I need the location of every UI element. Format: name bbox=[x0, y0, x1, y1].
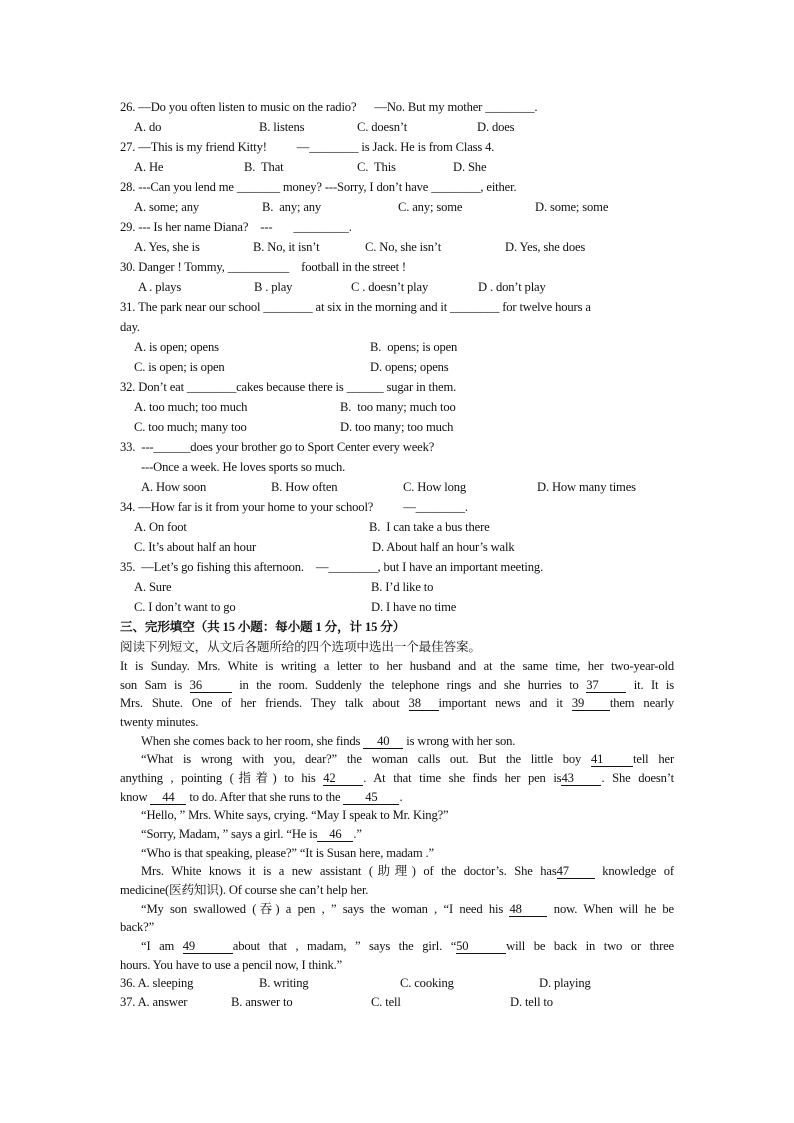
q35-stem: 35. —Let’s go fishing this afternoon. —________, but I have an important meeting. bbox=[120, 560, 544, 574]
q26-opt-b: B. listens bbox=[259, 120, 305, 134]
q30-opt-b: B . play bbox=[254, 280, 293, 294]
q32-stem: 32. Don’t eat ________cakes because there is ______ sugar in them. bbox=[120, 380, 457, 394]
q33-stem: 33. ---______does your brother go to Sport Center every week? bbox=[120, 440, 435, 454]
q35-opt-a: A. Sure bbox=[134, 580, 172, 594]
q34-opt-d: D. About half an hour’s walk bbox=[372, 540, 515, 554]
q37-opt-c: C. tell bbox=[371, 995, 401, 1009]
q30-opt-c: C . doesn’t play bbox=[351, 280, 429, 294]
passage-line-10: “Sorry, Madam, ” says a girl. “He is 46 .” bbox=[141, 827, 362, 841]
q35-opt-d: D. I have no time bbox=[371, 600, 457, 614]
passage-line-4: twenty minutes. bbox=[120, 715, 199, 729]
q34-opt-a: A. On foot bbox=[134, 520, 187, 534]
q36-opt-b: B. writing bbox=[259, 976, 309, 990]
passage-line-13: medicine(医药知识). Of course she can’t help her. bbox=[120, 883, 369, 897]
q33-opt-b: B. How often bbox=[271, 480, 338, 494]
q33-opt-d: D. How many times bbox=[537, 480, 636, 494]
q30-opt-d: D . don’t play bbox=[478, 280, 546, 294]
passage-line-16: “I am 49 about that , madam, ” says the girl. “50 will be back in two or three bbox=[141, 939, 674, 953]
q28-opt-a: A. some; any bbox=[134, 200, 200, 214]
q36-opt-c: C. cooking bbox=[400, 976, 454, 990]
q30-stem: 30. Danger ! Tommy, __________ football in the street ! bbox=[120, 260, 406, 274]
q27-opt-d: D. She bbox=[453, 160, 487, 174]
q31-stem: 31. The park near our school ________ at six in the morning and it ________ for twelve hours a bbox=[120, 300, 591, 314]
q34-stem: 34. —How far is it from your home to your school? —________. bbox=[120, 500, 468, 514]
q26-opt-c: C. doesn’t bbox=[357, 120, 408, 134]
q27-stem: 27. —This is my friend Kitty! —________ is Jack. He is from Class 4. bbox=[120, 140, 495, 154]
q32-opt-b: B. too many; much too bbox=[340, 400, 456, 414]
section-heading: 三、完形填空（共 15 小题：每小题 1 分，计 15 分） bbox=[120, 620, 406, 634]
q36-opt-d: D. playing bbox=[539, 976, 591, 990]
q30-opt-a: A . plays bbox=[138, 280, 182, 294]
passage-line-17: hours. You have to use a pencil now, I think.” bbox=[120, 958, 343, 972]
q29-opt-d: D. Yes, she does bbox=[505, 240, 586, 254]
q29-opt-c: C. No, she isn’t bbox=[365, 240, 442, 254]
passage-line-1: It is Sunday. Mrs. White is writing a letter to her husband and at the same time, her two-year-old bbox=[120, 659, 674, 673]
q31-opt-c: C. is open; is open bbox=[134, 360, 225, 374]
q31-opt-b: B. opens; is open bbox=[370, 340, 458, 354]
passage-line-11: “Who is that speaking, please?” “It is Susan here, madam .” bbox=[141, 846, 434, 860]
q27-opt-a: A. He bbox=[134, 160, 164, 174]
passage-line-12: Mrs. White knows it is a new assistant (助理) of the doctor’s. She has47 knowledge of bbox=[141, 864, 674, 878]
q26-opt-d: D. does bbox=[477, 120, 515, 134]
q36-label-a: 36. A. sleeping bbox=[120, 976, 194, 990]
q26-opt-a: A. do bbox=[134, 120, 162, 134]
q34-opt-c: C. It’s about half an hour bbox=[134, 540, 257, 554]
q27-opt-b: B. That bbox=[244, 160, 284, 174]
q35-opt-b: B. I’d like to bbox=[371, 580, 434, 594]
q29-opt-b: B. No, it isn’t bbox=[253, 240, 320, 254]
q33-reply: ---Once a week. He loves sports so much. bbox=[141, 460, 346, 474]
passage-line-8: know 44 to do. After that she runs to the 45 . bbox=[120, 790, 403, 804]
passage-line-5: When she comes back to her room, she finds 40 is wrong with her son. bbox=[141, 734, 516, 748]
q37-label-a: 37. A. answer bbox=[120, 995, 188, 1009]
q33-opt-c: C. How long bbox=[403, 480, 467, 494]
q28-opt-c: C. any; some bbox=[398, 200, 463, 214]
q28-opt-d: D. some; some bbox=[535, 200, 609, 214]
q28-opt-b: B. any; any bbox=[262, 200, 322, 214]
q32-opt-a: A. too much; too much bbox=[134, 400, 248, 414]
q34-opt-b: B. I can take a bus there bbox=[369, 520, 490, 534]
q26-stem: 26. —Do you often listen to music on the radio? —No. But my mother ________. bbox=[120, 100, 538, 114]
passage-line-2: son Sam is 36 in the room. Suddenly the telephone rings and she hurries to 37 it. It is bbox=[120, 678, 674, 692]
q29-stem: 29. --- Is her name Diana? --- _________. bbox=[120, 220, 352, 234]
q37-opt-d: D. tell to bbox=[510, 995, 553, 1009]
q32-opt-c: C. too much; many too bbox=[134, 420, 247, 434]
passage-line-3: Mrs. Shute. One of her friends. They talk about 38 important news and it 39 them nearly bbox=[120, 696, 674, 710]
section-instruction: 阅读下列短文，从文后各题所给的四个选项中选出一个最佳答案。 bbox=[120, 640, 481, 654]
q31-opt-a: A. is open; opens bbox=[134, 340, 219, 354]
q31-opt-d: D. opens; opens bbox=[370, 360, 449, 374]
passage-line-6: “What is wrong with you, dear?” the woman calls out. But the little boy 41 tell her bbox=[141, 752, 674, 766]
q29-opt-a: A. Yes, she is bbox=[134, 240, 200, 254]
q37-opt-b: B. answer to bbox=[231, 995, 293, 1009]
q32-opt-d: D. too many; too much bbox=[340, 420, 454, 434]
passage-line-7: anything , pointing (指着) to his 42 . At that time she finds her pen is43 . She doesn’t bbox=[120, 771, 674, 785]
q35-opt-c: C. I don’t want to go bbox=[134, 600, 236, 614]
passage-line-9: “Hello, ” Mrs. White says, crying. “May I speak to Mr. King?” bbox=[141, 808, 449, 822]
q28-stem: 28. ---Can you lend me _______ money? ---Sorry, I don’t have ________, either. bbox=[120, 180, 517, 194]
q27-opt-c: C. This bbox=[357, 160, 396, 174]
q31-stem-cont: day. bbox=[120, 320, 140, 334]
passage-line-14: “My son swallowed (吞) a pen , ” says the woman , “I need his 48 now. When will he be bbox=[141, 902, 675, 916]
q33-opt-a: A. How soon bbox=[141, 480, 207, 494]
passage-line-15: back?” bbox=[120, 920, 155, 934]
